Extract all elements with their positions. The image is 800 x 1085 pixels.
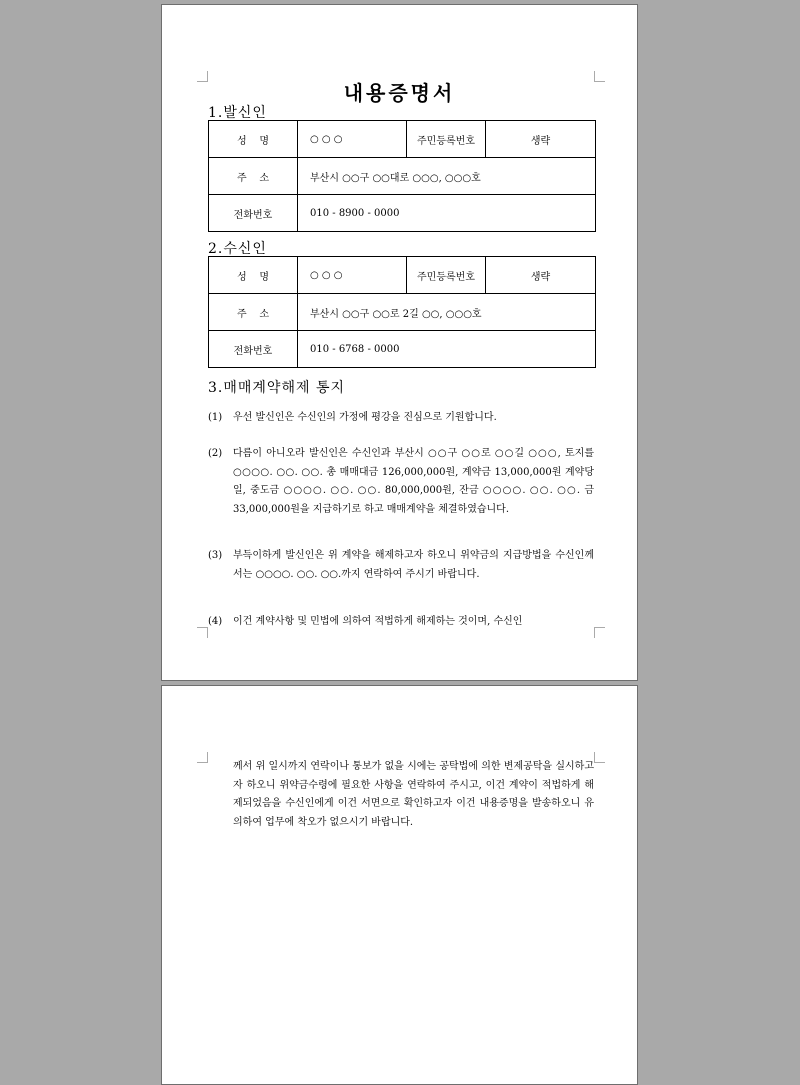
phone-value: 010 - 6768 - 0000	[298, 331, 596, 368]
item-number: (4)	[208, 616, 223, 627]
item-text: 우선 발신인은 수신인의 가정에 평강을 진심으로 기원합니다.	[233, 412, 497, 423]
address-label: 주 소	[209, 294, 298, 331]
name-value: ○ ○ ○	[298, 257, 407, 294]
receiver-heading: 2.수신인	[208, 241, 267, 257]
table-row	[209, 121, 596, 158]
item-text: 다름이 아니오라 발신인은 수신인과 부산시 ○○구 ○○로 ○○길 ○○○, 토지를 ○○○○. ○○. ○○. 총 매매대금 126,000,000원, 계약금 13,000,000원 계약당일, 중도금 ○○○○. ○○. ○○. 80,000,000원, 잔금 ○○○○. ○○. ○○. 금 33,000,000원을 지급하기로 하고 매매계약을 체결하였습니다.	[233, 448, 594, 515]
table-row	[209, 294, 596, 331]
receiver-table	[208, 256, 596, 368]
rrn-label: 주민등록번호	[407, 121, 486, 158]
item-number: (2)	[208, 448, 223, 459]
phone-label: 전화번호	[209, 331, 298, 368]
address-label: 주 소	[209, 158, 298, 195]
table-row	[209, 331, 596, 368]
crop-mark	[594, 752, 605, 763]
crop-mark	[197, 627, 208, 638]
notice-item	[208, 547, 594, 584]
notice-item	[208, 445, 594, 519]
table-row	[209, 257, 596, 294]
notice-heading: 3.매매계약해제 통지	[208, 380, 345, 396]
address-value: 부산시 ○○구 ○○대로 ○○○, ○○○호	[298, 158, 596, 195]
crop-mark	[594, 627, 605, 638]
document-page-1	[161, 4, 638, 681]
name-label: 성 명	[209, 257, 298, 294]
rrn-value: 생략	[486, 121, 596, 158]
document-title: 내용증명서	[343, 81, 456, 105]
document-page-2	[161, 685, 638, 1085]
notice-continuation: 께서 위 일시까지 연락이나 통보가 없을 시에는 공탁법에 의한 변제공탁을 실시하고자 하오니 위약금수령에 필요한 사항을 연락하여 주시고, 이건 계약이 적법하게 해제되었음을 수신인에게 이건 서면으로 확인하고자 이건 내용증명을 발송하오니 유의하여 업무에 착오가 없으시기 바랍니다.	[233, 761, 594, 828]
sender-table	[208, 120, 596, 232]
name-label: 성 명	[209, 121, 298, 158]
rrn-label: 주민등록번호	[407, 257, 486, 294]
item-number: (3)	[208, 550, 223, 561]
rrn-value: 생략	[486, 257, 596, 294]
address-value: 부산시 ○○구 ○○로 2길 ○○, ○○○호	[298, 294, 596, 331]
crop-mark	[197, 752, 208, 763]
item-text: 부득이하게 발신인은 위 계약을 해제하고자 하오니 위약금의 지급방법을 수신인께서는 ○○○○. ○○. ○○.까지 연락하여 주시기 바랍니다.	[233, 550, 594, 580]
table-row	[209, 195, 596, 232]
phone-value: 010 - 8900 - 0000	[298, 195, 596, 232]
table-row	[209, 158, 596, 195]
notice-item	[208, 409, 594, 428]
item-text: 이건 계약사항 및 민법에 의하여 적법하게 해제하는 것이며, 수신인	[233, 616, 523, 627]
phone-label: 전화번호	[209, 195, 298, 232]
name-value: ○ ○ ○	[298, 121, 407, 158]
notice-item	[208, 613, 594, 632]
sender-heading: 1.발신인	[208, 105, 267, 121]
item-number: (1)	[208, 412, 223, 423]
